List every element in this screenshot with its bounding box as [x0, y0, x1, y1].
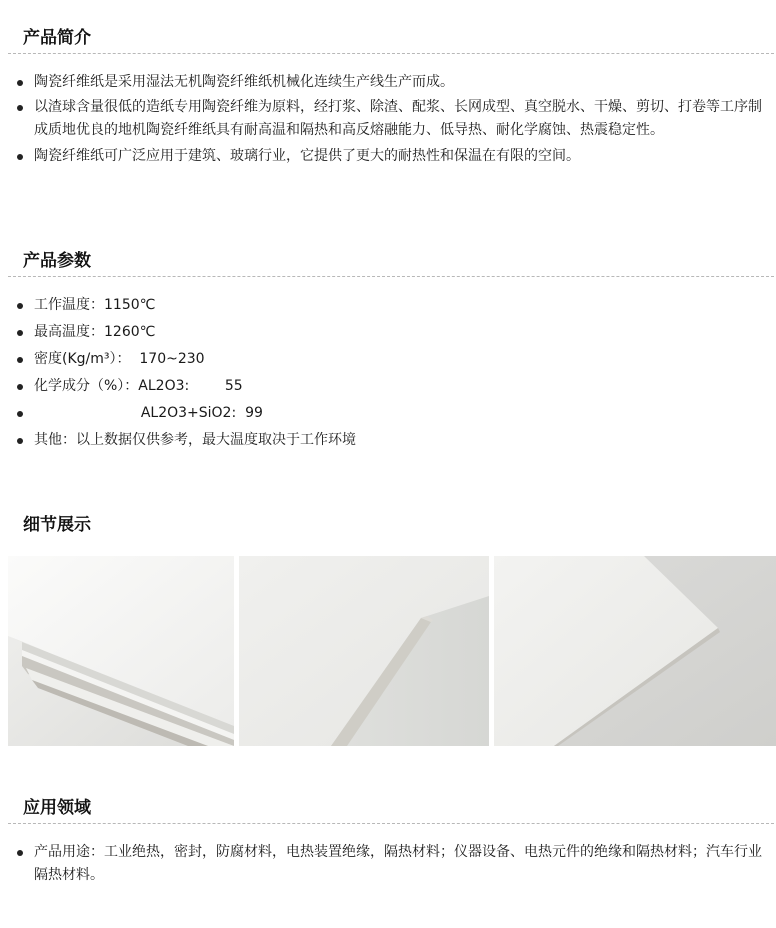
param-item: [0, 400, 776, 427]
detail-photo-flat-sheet: [494, 556, 776, 746]
param-item: [0, 427, 776, 454]
bullet-icon: [17, 330, 23, 336]
detail-photo-edge-closeup: [239, 556, 489, 746]
application-divider: [8, 823, 774, 824]
application-item-text: 产品用途：工业绝热，密封，防腐材料，电热装置绝缘，隔热材料；仪器设备、电热元件的绝缘和隔热材料；汽车行业隔热材料。: [34, 844, 762, 883]
detail-photo-stacked-sheets: [8, 556, 234, 746]
detail-photo-gallery: [8, 556, 776, 746]
intro-list: [0, 71, 776, 168]
application-item: [0, 841, 776, 887]
intro-divider: [8, 53, 774, 54]
param-item-text: 最高温度：1260℃: [34, 324, 156, 340]
intro-item: [0, 96, 776, 142]
bullet-icon: [17, 357, 23, 363]
flat-sheet-image: [494, 556, 776, 746]
param-item-text: 化学成分（%）：AL2O3: 55: [34, 378, 243, 394]
param-item: [0, 292, 776, 319]
stacked-sheets-image: [8, 556, 234, 746]
bullet-icon: [17, 850, 23, 856]
param-item-text: 工作温度：1150℃: [34, 297, 156, 313]
param-item: [0, 319, 776, 346]
bullet-icon: [17, 80, 23, 86]
intro-heading: 产品简介: [23, 28, 91, 48]
param-item-text: AL2O3+SiO2: 99: [34, 405, 263, 421]
edge-closeup-image: [239, 556, 489, 746]
intro-item-text: 以渣球含量很低的造纸专用陶瓷纤维为原料，经打浆、除渣、配浆、长网成型、真空脱水、干燥、剪切、打卷等工序制成质地优良的地机陶瓷纤维纸具有耐高温和隔热和高反熔融能力、低导热、耐化学腐蚀、热震稳定性。: [34, 99, 762, 138]
params-heading: 产品参数: [23, 251, 91, 271]
bullet-icon: [17, 438, 23, 444]
param-item-text: 密度(Kg/m³）： 170~230: [34, 351, 205, 367]
bullet-icon: [17, 105, 23, 111]
param-item-text: 其他：以上数据仅供参考，最大温度取决于工作环境: [34, 432, 356, 448]
params-divider: [8, 276, 774, 277]
details-heading: 细节展示: [23, 515, 91, 535]
params-list: [0, 292, 776, 454]
bullet-icon: [17, 303, 23, 309]
param-item: [0, 373, 776, 400]
bullet-icon: [17, 384, 23, 390]
bullet-icon: [17, 411, 23, 417]
intro-item: [0, 71, 776, 94]
application-list: [0, 841, 776, 887]
intro-item-text: 陶瓷纤维纸可广泛应用于建筑、玻璃行业，它提供了更大的耐热性和保温在有限的空间。: [34, 148, 580, 164]
intro-item-text: 陶瓷纤维纸是采用湿法无机陶瓷纤维纸机械化连续生产线生产而成。: [34, 74, 454, 90]
intro-item: [0, 145, 776, 168]
param-item: [0, 346, 776, 373]
bullet-icon: [17, 154, 23, 160]
application-heading: 应用领域: [23, 798, 91, 818]
